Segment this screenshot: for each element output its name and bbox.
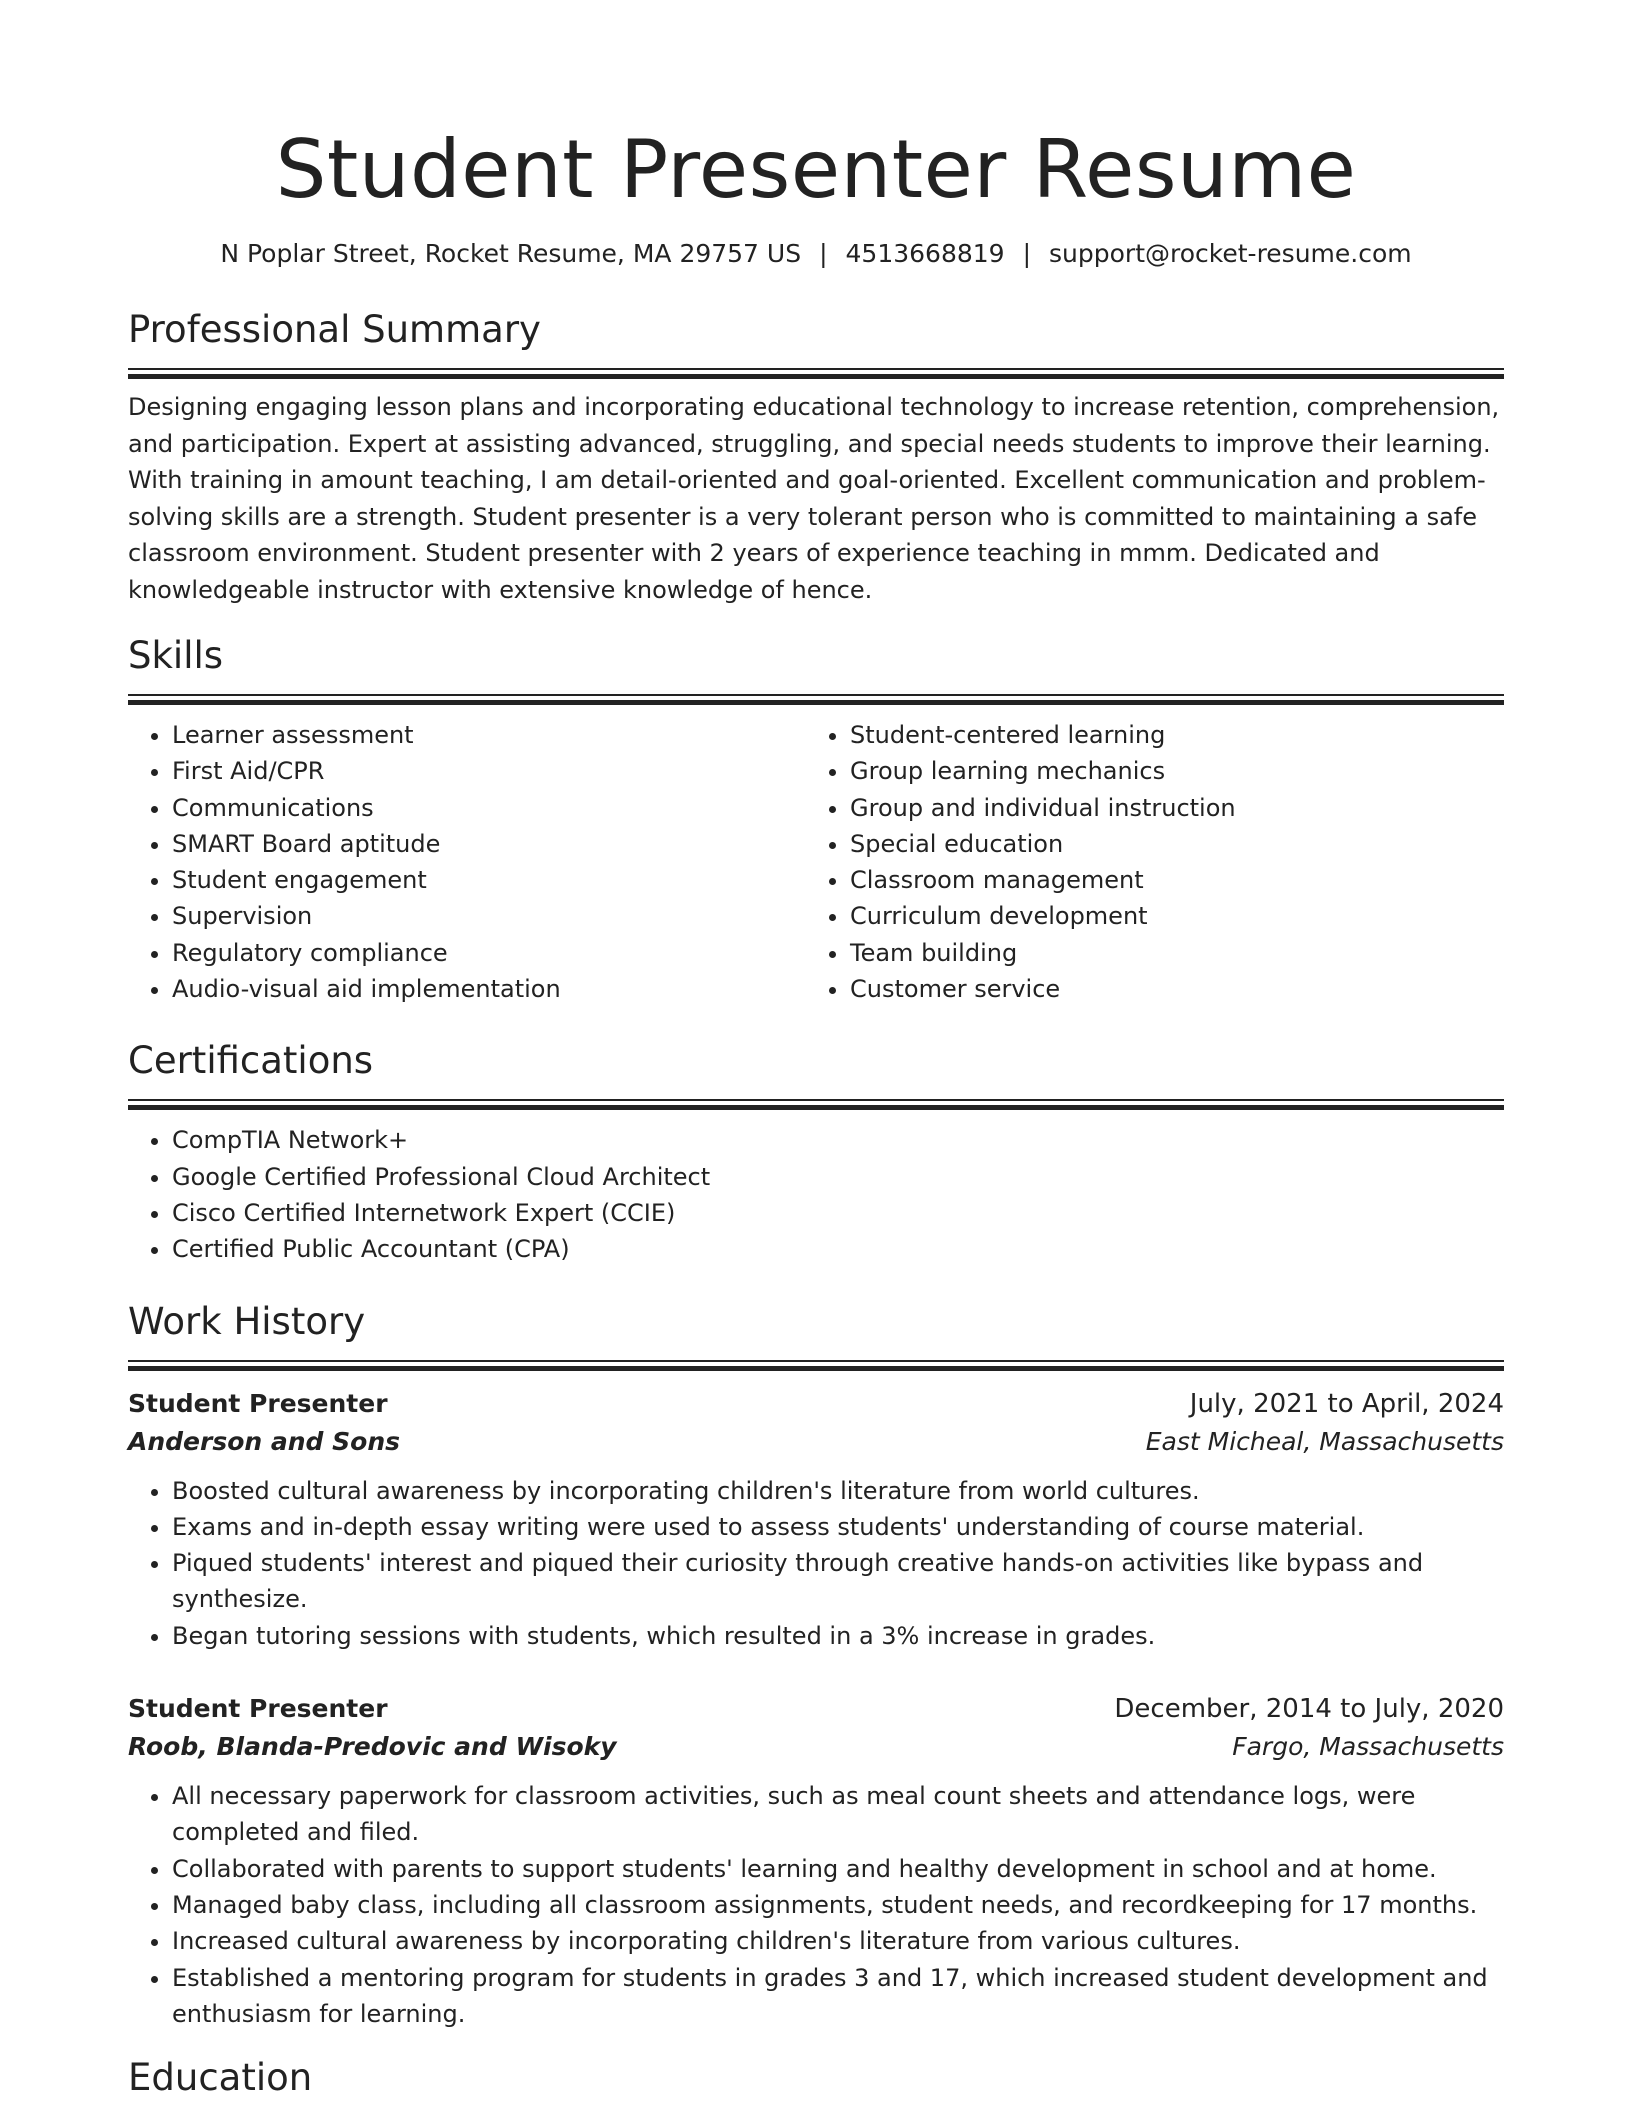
certification-item: • Cisco Certified Internetwork Expert (CCIE): [172, 1195, 1504, 1231]
job-bullet: • Piqued students' interest and piqued their curiosity through creative hands-on activities like bypass and synthesize.: [172, 1545, 1504, 1618]
job-entry: [128, 1385, 1504, 1654]
skill-item: • Communications: [172, 790, 806, 826]
skill-item: • Supervision: [172, 898, 806, 934]
job-bullets: [128, 1473, 1504, 1654]
contact-line: [128, 236, 1504, 272]
certifications-section: [128, 1037, 1504, 1267]
section-divider: [128, 1099, 1504, 1110]
job-company-row: [128, 1728, 1504, 1766]
job-bullet: • Began tutoring sessions with students, which resulted in a 3% increase in grades.: [172, 1618, 1504, 1654]
summary-text: Designing engaging lesson plans and incorporating educational technology to increase retention, comprehension, and participation. Expert at assisting advanced, struggling, and special needs students to improve their learning. With training in amount teaching, I am detail-oriented and goal-oriented. Excellent communication and problem-solving skills are a strength. Student presenter is a very tolerant person who is committed to maintaining a safe classroom environment. Student presenter with 2 years of experience teaching in mmm. Dedicated and knowledgeable instructor with extensive knowledge of hence.: [128, 393, 1500, 604]
skill-item: • Curriculum development: [850, 898, 1484, 934]
job-entry: [128, 1690, 1504, 2032]
skill-item: • Student-centered learning: [850, 717, 1484, 753]
contact-separator: |: [1022, 239, 1032, 268]
section-divider: [128, 694, 1504, 705]
skills-list-right: [806, 717, 1484, 1007]
skills-grid: [128, 717, 1504, 1007]
job-location: East Micheal, Massachusetts: [1145, 1426, 1504, 1456]
section-title-education: Education: [128, 2056, 313, 2100]
job-bullet: • Established a mentoring program for students in grades 3 and 17, which increased student development and enthusiasm for learning.: [172, 1960, 1504, 2033]
section-title-summary: Professional Summary: [128, 308, 541, 351]
skills-section: [128, 632, 1504, 1007]
contact-address: N Poplar Street, Rocket Resume, MA 29757 US: [220, 239, 802, 268]
certification-item: • Certified Public Accountant (CPA): [172, 1231, 1504, 1267]
skill-item: • Group learning mechanics: [850, 753, 1484, 789]
skill-item: • SMART Board aptitude: [172, 826, 806, 862]
certification-item: • Google Certified Professional Cloud Architect: [172, 1159, 1504, 1195]
resume-page: [128, 0, 1504, 2102]
job-dates: December, 2014 to July, 2020: [1114, 1694, 1504, 1725]
skill-item: • Team building: [850, 935, 1484, 971]
skill-item: • Customer service: [850, 971, 1484, 1007]
skills-list-left: [128, 717, 806, 1007]
job-title: Student Presenter: [128, 1388, 388, 1418]
skill-item: • Special education: [850, 826, 1484, 862]
job-bullets: [128, 1778, 1504, 2032]
work-history-section: [128, 1298, 1504, 2033]
section-divider: [128, 1360, 1504, 1371]
job-bullet: • Exams and in-depth essay writing were used to assess students' understanding of course material.: [172, 1509, 1504, 1545]
skill-item: • Learner assessment: [172, 717, 806, 753]
contact-separator: |: [819, 239, 828, 268]
job-location: Fargo, Massachusetts: [1232, 1732, 1504, 1762]
education-section: [128, 2054, 1504, 2102]
section-divider: [128, 368, 1504, 379]
skill-item: • Classroom management: [850, 862, 1484, 898]
job-company: Roob, Blanda-Predovic and Wisoky: [128, 1732, 617, 1762]
certifications-list: [128, 1122, 1504, 1267]
job-dates: July, 2021 to April, 2024: [1189, 1388, 1504, 1419]
skill-item: • Regulatory compliance: [172, 935, 806, 971]
contact-email: support@rocket-resume.com: [1049, 239, 1412, 268]
certification-item: • CompTIA Network+: [172, 1122, 1504, 1158]
skill-item: • Audio-visual aid implementation: [172, 971, 806, 1007]
summary-section: [128, 306, 1504, 608]
job-header-row: [128, 1385, 1504, 1423]
job-bullet: • Boosted cultural awareness by incorporating children's literature from world cultures.: [172, 1473, 1504, 1509]
resume-title: Student Presenter Resume: [275, 123, 1357, 216]
section-title-work-history: Work History: [128, 1299, 366, 1343]
job-company-row: [128, 1423, 1504, 1461]
skill-item: • Group and individual instruction: [850, 790, 1484, 826]
section-title-skills: Skills: [128, 634, 224, 677]
job-bullet: • All necessary paperwork for classroom activities, such as meal count sheets and attendance logs, were completed and filed.: [172, 1778, 1504, 1851]
job-header-row: [128, 1690, 1504, 1728]
skill-item: • First Aid/CPR: [172, 753, 806, 789]
job-title: Student Presenter: [128, 1694, 388, 1724]
skill-item: • Student engagement: [172, 862, 806, 898]
section-title-certifications: Certifications: [128, 1039, 374, 1083]
job-company: Anderson and Sons: [128, 1426, 401, 1456]
job-bullet: • Collaborated with parents to support students' learning and healthy development in school and at home.: [172, 1851, 1504, 1887]
job-bullet: • Managed baby class, including all classroom assignments, student needs, and recordkeeping for 17 months.: [172, 1887, 1504, 1923]
job-bullet: • Increased cultural awareness by incorporating children's literature from various cultures.: [172, 1923, 1504, 1959]
contact-phone: 4513668819: [845, 239, 1005, 268]
